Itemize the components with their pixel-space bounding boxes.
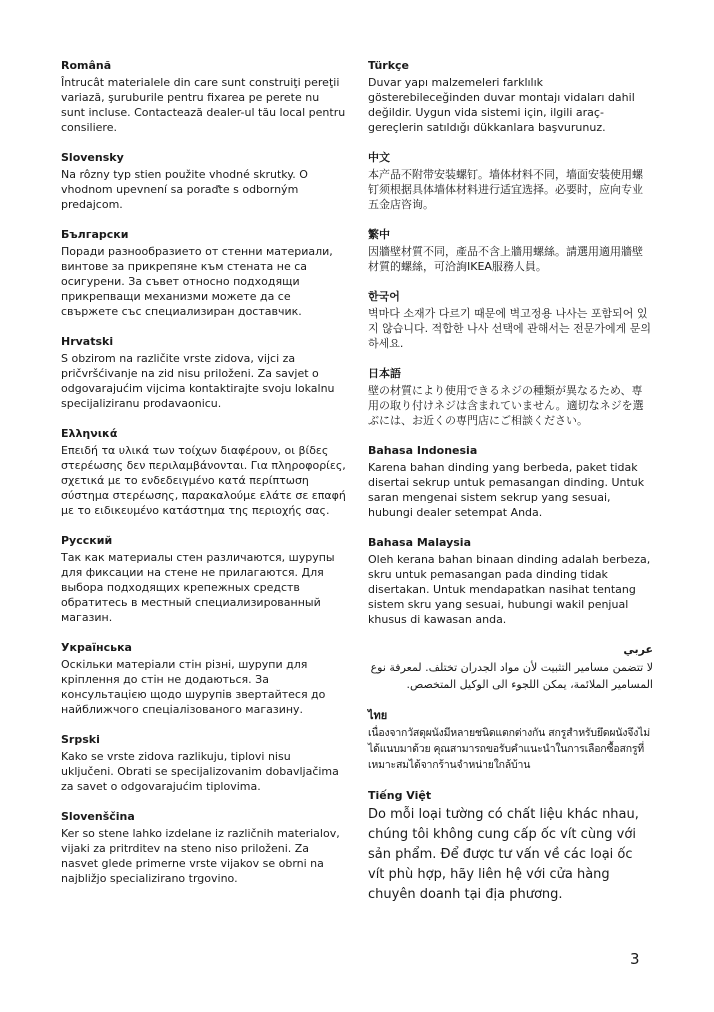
section-text: Kako se vrste zidova razlikuju, tiplovi nisu uključeni. Obrati se specijalizovanim dobavljačima za savet o odgovarajućim tiplovima. <box>61 750 339 793</box>
section-heading: Bahasa Indonesia <box>368 444 478 457</box>
section-text: 因牆壁材質不同，產品不含上牆用螺絲。請選用適用牆壁材質的螺絲，可洽詢IKEA服務人員。 <box>368 245 643 273</box>
section-text: لا تتضمن مسامير التثبيت لأن مواد الجدران تختلف. لمعرفة نوع المسامير الملائمة، يمكن اللجوء الى الوكيل المتخصص. <box>370 661 653 691</box>
section-text: Do mỗi loại tường có chất liệu khác nhau, chúng tôi không cung cấp ốc vít cùng với sản phẩm. Để được tư vấn về các loại ốc vít phù hợp, hãy liên hệ với cửa hàng chuyên doanh tại địa phương. <box>368 807 639 902</box>
section-heading: 中文 <box>368 151 390 164</box>
section-heading: Slovenščina <box>61 810 135 823</box>
section-text: Επειδή τα υλικά των τοίχων διαφέρουν, οι βίδες στερέωσης δεν περιλαμβάνονται. Για πληροφορίες, σχετικά με το ενδεδειγμένο κατά περίπτωση σύστημα στερέωσης, παρακαλούμε ελάτε σε επαφή με το ειδικευμένο κατάστημα της περιοχής σας. <box>61 444 346 517</box>
section-text: Так как материалы стен различаются, шурупы для фиксации на стене не прилагаются. Для выбора подходящих крепежных средств обратитесь в местный специализированный магазин. <box>61 551 335 624</box>
section-heading: Українська <box>61 641 132 654</box>
section-text: เนื่องจากวัสดุผนังมีหลายชนิดแตกต่างกัน สกรูสำหรับยึดผนังจึงไม่ได้แนบมาด้วย คุณสามารถขอรับคำแนะนำในการเลือกซื้อสกรูที่เหมาะสมได้จากร้านจำหน่ายใกล้บ้าน <box>368 727 650 771</box>
section-heading: Bahasa Malaysia <box>368 536 471 549</box>
section-heading: Ελληνικά <box>61 427 118 440</box>
section-heading: 繁中 <box>368 228 390 241</box>
section-text: Karena bahan dinding yang berbeda, paket tidak disertai sekrup untuk pemasangan dinding. Untuk saran mengenai sistem sekrup yang sesuai, hubungi dealer setempat Anda. <box>368 461 645 519</box>
section-hangugeo <box>368 289 653 351</box>
section-ellinika <box>61 426 346 518</box>
section-bahasa-indonesia <box>368 443 653 520</box>
section-romana <box>61 58 346 135</box>
section-heading: Български <box>61 228 129 241</box>
page-number: 3 <box>630 950 640 968</box>
section-text: 本产品不附带安装螺钉。墙体材料不同，墙面安装使用螺钉须根据具体墙体材料进行适宜选择。必要时，应向专业五金店咨询。 <box>368 168 643 211</box>
section-srpski <box>61 732 346 794</box>
left-column <box>61 58 346 901</box>
section-heading: Hrvatski <box>61 335 114 348</box>
section-heading: Slovensky <box>61 151 124 164</box>
section-fanzhong <box>368 227 653 274</box>
section-heading: 日本語 <box>368 367 401 380</box>
section-text: S obzirom na različite vrste zidova, vijci za pričvršćivanje na zid nisu priloženi. Za savjet o odgovarajućim vijcima kontaktirajte svoju lokalnu specijaliziranu prodavaonicu. <box>61 352 335 410</box>
section-arabic <box>368 642 653 693</box>
section-text: Оскільки матеріали стін різні, шурупи для кріплення до стін не додаються. За консультацією щодо шурупів звертайтеся до найближчого спеціалізованого магазину. <box>61 658 326 716</box>
section-slovenscina <box>61 809 346 886</box>
section-text: Na rôzny typ stien použite vhodné skrutky. O vhodnom upevnení sa poraďte s odborným predajcom. <box>61 168 308 211</box>
section-slovensky <box>61 150 346 212</box>
section-heading: Türkçe <box>368 59 410 72</box>
section-zhongwen <box>368 150 653 212</box>
section-text: Oleh kerana bahan binaan dinding adalah berbeza, skru untuk pemasangan pada dinding tidak disertakan. Untuk mendapatkan nasihat tentang sistem skru yang sesuai, hubungi wakil penjual khusus di kawasan anda. <box>368 553 651 626</box>
section-text: Duvar yapı malzemeleri farklılık gösterebileceğinden duvar montajı vidaları dahil değildir. Uygun vida sistemi için, ilgili araç-gereçlerin satıldığı dükkanlara başvurunuz. <box>368 76 635 134</box>
section-heading: Română <box>61 59 112 72</box>
section-text: 벽마다 소재가 다르기 때문에 벽고정용 나사는 포함되어 있지 않습니다. 적합한 나사 선택에 관해서는 전문가에게 문의하세요. <box>368 307 651 350</box>
section-tieng-viet <box>368 788 653 905</box>
section-hrvatski <box>61 334 346 411</box>
section-ukrainska <box>61 640 346 717</box>
section-heading: Русский <box>61 534 113 547</box>
section-text: Ker so stene lahko izdelane iz različnih materialov, vijaki za pritrditev na steno niso priloženi. Za nasvet glede primerne vrste vijakov se obrni na najbližjo specializirano trgovino. <box>61 827 340 885</box>
section-heading: Tiếng Việt <box>368 789 432 802</box>
section-text: Поради разнообразието от стенни материали, винтове за прикрепяне към стената не са осигурени. За съвет относно подходящи прикрепващи механизми можете да се свържете със специализиран доставчик. <box>61 245 333 318</box>
section-heading: Srpski <box>61 733 100 746</box>
section-heading: ไทย <box>368 709 388 722</box>
section-russkiy <box>61 533 346 625</box>
section-bulgarski <box>61 227 346 319</box>
section-nihongo <box>368 366 653 428</box>
section-turkce <box>368 58 653 135</box>
section-thai <box>368 708 653 773</box>
section-text: 壁の材質により使用できるネジの種類が異なるため、専用の取り付けネジは含まれていません。適切なネジを選ぶには、お近くの専門店にご相談ください。 <box>368 384 644 427</box>
section-heading: عربي <box>623 643 653 656</box>
section-heading: 한국어 <box>368 290 400 303</box>
section-text: Întrucât materialele din care sunt construiţi pereţii variază, şuruburile pentru fixarea pe perete nu sunt incluse. Contactează dealer-ul tău local pentru consiliere. <box>61 76 346 134</box>
section-bahasa-malaysia <box>368 535 653 627</box>
right-column <box>368 58 653 920</box>
